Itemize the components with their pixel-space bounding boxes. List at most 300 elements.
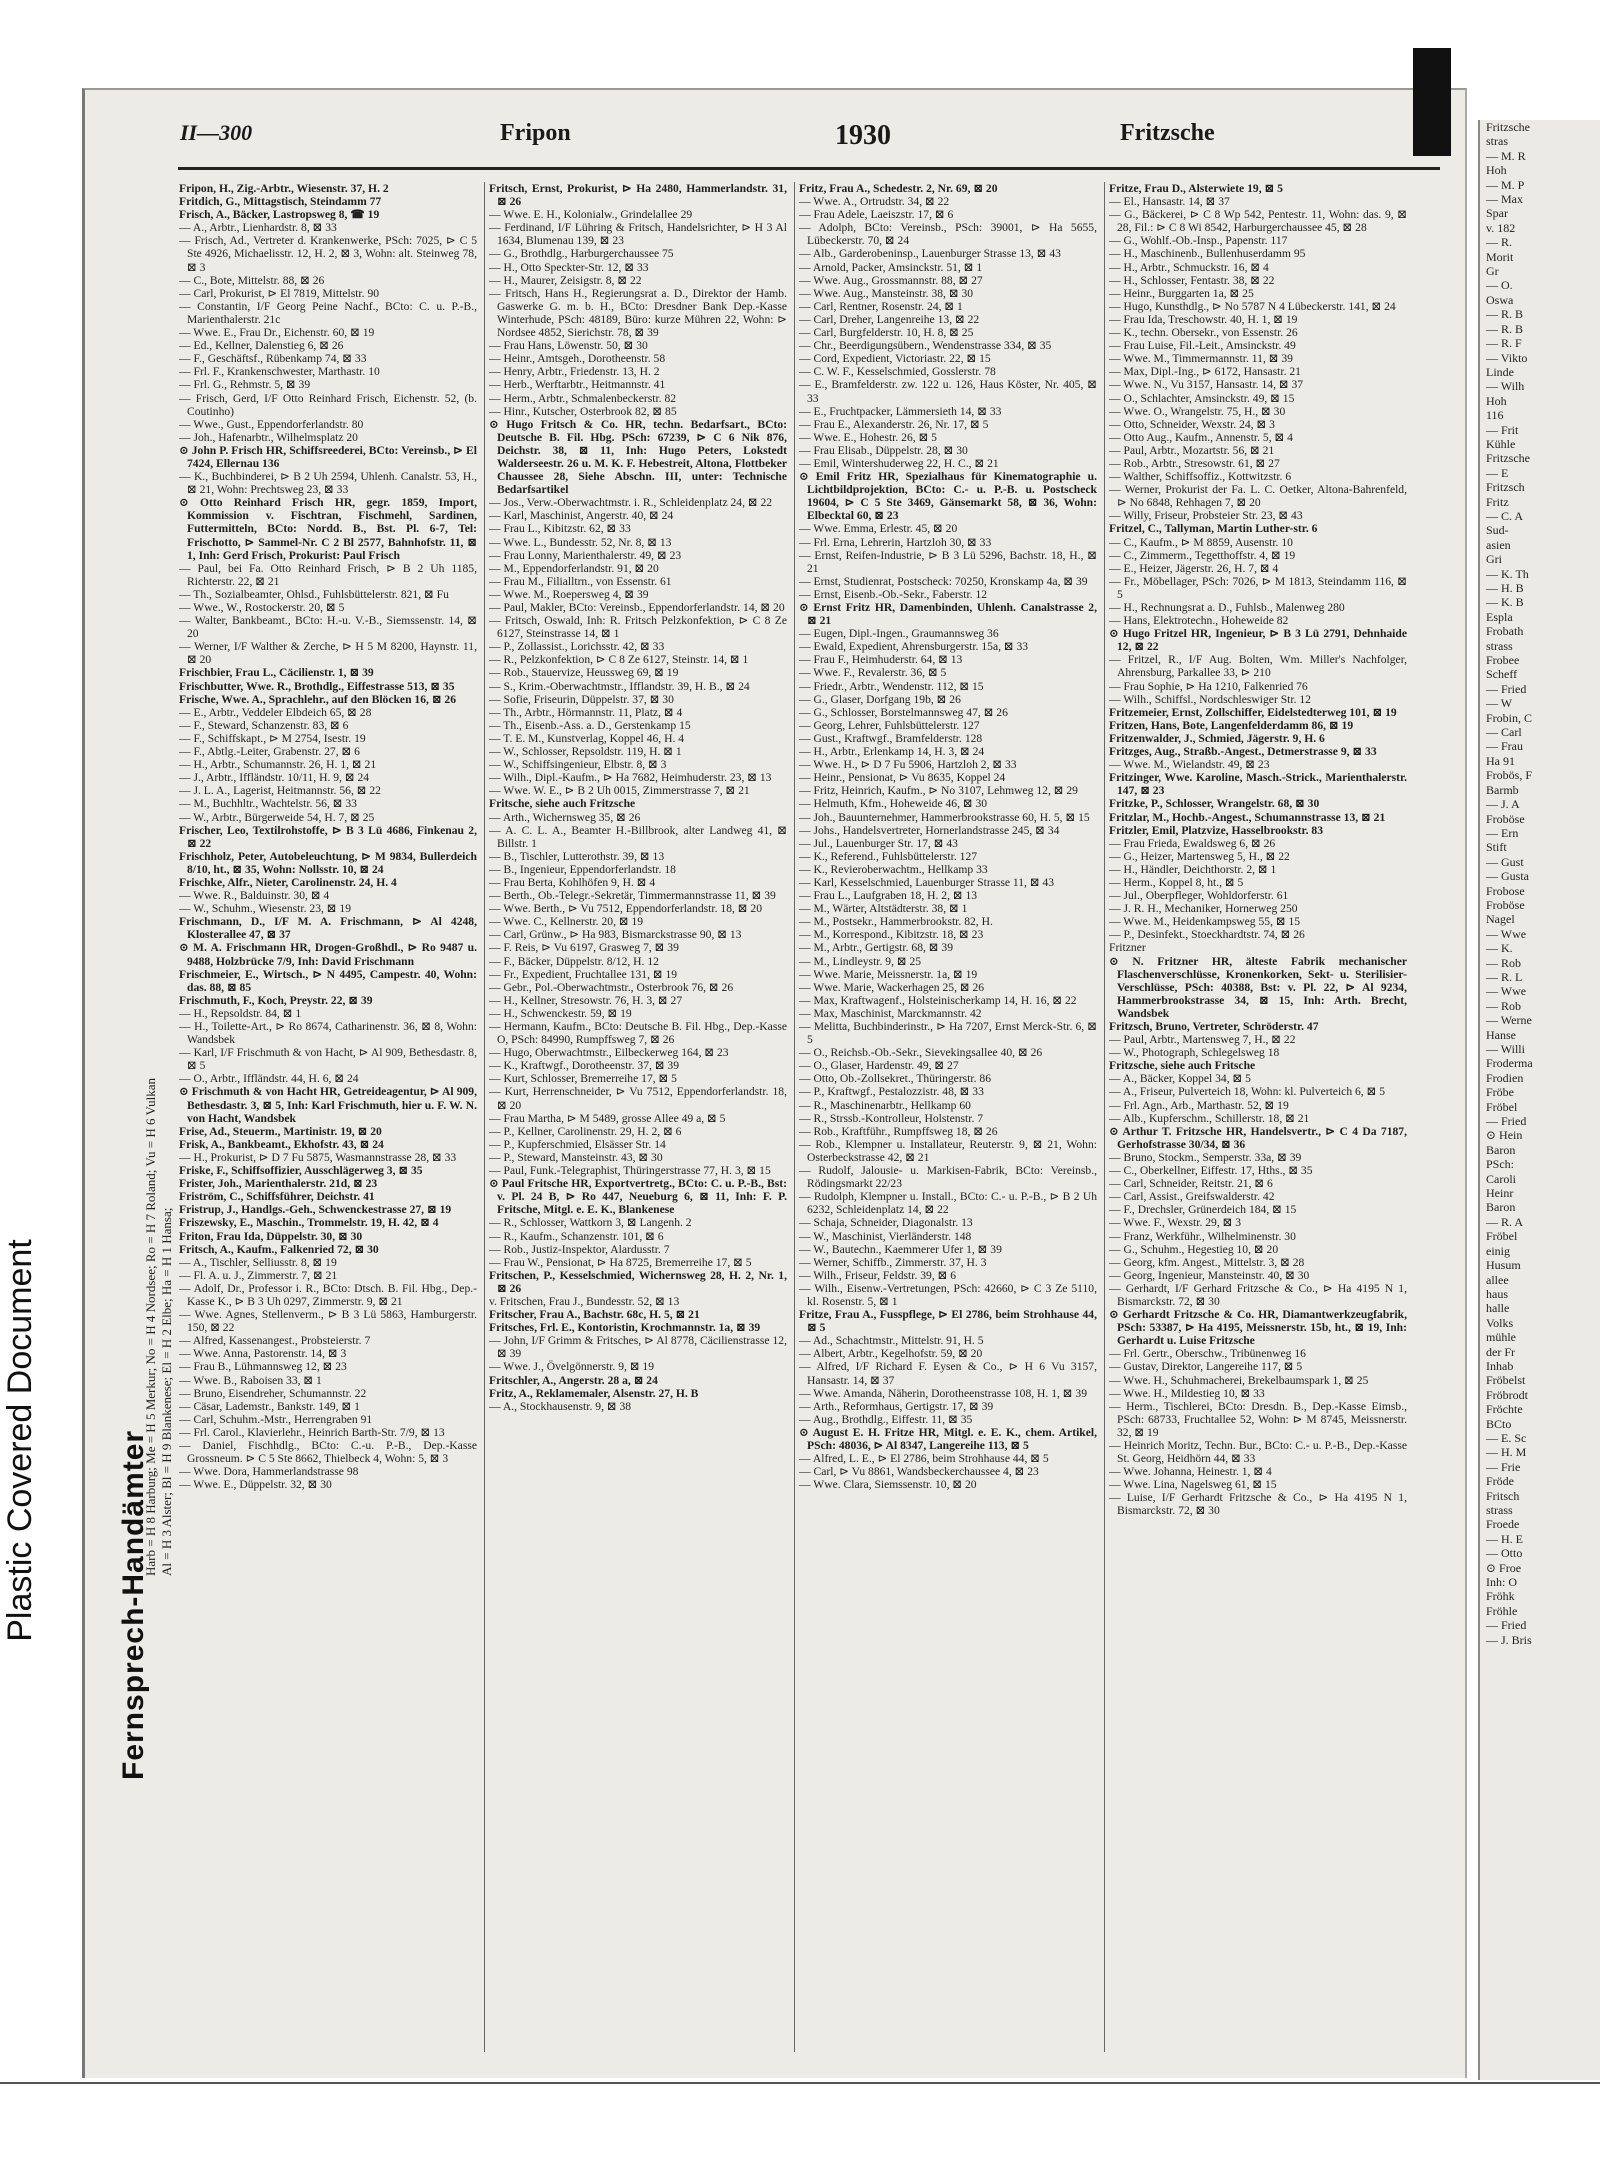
directory-entry: — Wwe. J., Övelgönnerstr. 9, ⊠ 19 <box>489 1360 655 1374</box>
directory-entry: Fritzges, Aug., Straßb.-Angest., Detmerstrasse 9, ⊠ 33 <box>1109 745 1377 759</box>
adjacent-page-fragment: — H. B <box>1486 581 1524 595</box>
directory-entry: — Wwe. Marie, Meissnerstr. 1a, ⊠ 19 <box>799 967 978 981</box>
directory-entry: — M., Postsekr., Hammerbrookstr. 82, H. <box>799 915 993 929</box>
directory-entry: — Walter, Bankbeamt., BCto: H.-u. V.-B., Siemssenstr. 14, ⊠ 20 <box>179 614 477 641</box>
directory-entry: — Frau Ida, Treschowstr. 40, H. 1, ⊠ 19 <box>1109 312 1298 326</box>
directory-entry: — T. E. M., Kunstverlag, Koppel 46, H. 4 <box>489 731 685 745</box>
directory-entry: — Wwe., W., Rostockerstr. 20, ⊠ 5 <box>179 601 345 614</box>
directory-entry: — Alfred, Kassenangest., Probsteierstr. 7 <box>179 1334 371 1348</box>
directory-entry: — Gust., Kraftwgf., Bramfelderstr. 128 <box>799 731 983 745</box>
directory-entry: — Wwe. Clara, Siemssenstr. 10, ⊠ 20 <box>799 1478 977 1492</box>
directory-entry: — Alb., Garderobeninsp., Lauenburger Strasse 13, ⊠ 43 <box>799 247 1061 261</box>
directory-entry: — Hermann, Kaufm., BCto: Deutsche B. Fil. Hbg., Dep.-Kasse O, PSch: 84990, Rumpffsweg 7, ⊠ 26 <box>489 1020 787 1047</box>
directory-entry: — Jul., Lauenburger Str. 17, ⊠ 43 <box>799 836 958 850</box>
adjacent-page-edge <box>1478 120 1600 2080</box>
directory-entry: — W., Arbtr., Bürgerweide 54, H. 7, ⊠ 25 <box>179 810 375 824</box>
directory-entry: — C., Zimmerm., Tegetthoffstr. 4, ⊠ 19 <box>1109 548 1296 562</box>
directory-entry: — H., Händler, Deichthorstr. 2, ⊠ 1 <box>1109 862 1277 876</box>
directory-entry: — Johs., Handelsvertreter, Hornerlandstrasse 245, ⊠ 34 <box>799 823 1060 837</box>
directory-entry: — Berth., Ob.-Telegr.-Sekretär, Timmermannstrasse 11, ⊠ 39 <box>489 889 776 903</box>
directory-entry: — Frau Frieda, Ewaldsweg 6, ⊠ 26 <box>1109 836 1276 850</box>
directory-entry: — Cäsar, Lademstr., Bankstr. 149, ⊠ 1 <box>179 1399 360 1413</box>
directory-entry: — H., Toilette-Art., ⊳ Ro 8674, Catharinenstr. 36, ⊠ 8, Wohn: Wandsbek <box>179 1020 477 1047</box>
adjacent-page-fragment: Gri <box>1486 552 1502 567</box>
directory-entry: Fripon, H., Zig.-Arbtr., Wiesenstr. 37, H. 2 <box>179 182 389 195</box>
directory-column-1 <box>179 182 477 2052</box>
directory-entry: — H., Arbtr., Schumannstr. 26, H. 1, ⊠ 21 <box>179 758 377 772</box>
adjacent-page-fragment: Fritzsche <box>1486 120 1530 134</box>
margin-label <box>0 1180 40 1700</box>
adjacent-page-fragment: — Otto <box>1486 1546 1523 1561</box>
directory-entry: — Otto Aug., Kaufm., Annenstr. 5, ⊠ 4 <box>1109 430 1293 444</box>
directory-entry: — Carl, ⊳ Vu 8861, Wandsbeckerchaussee 4, ⊠ 23 <box>799 1465 1039 1479</box>
directory-entry: — Frl. Gertr., Oberschw., Tribünenweg 16 <box>1109 1347 1306 1361</box>
directory-entry: — Wwe. F., Revalerstr. 36, ⊠ 5 <box>799 666 947 680</box>
adjacent-page-fragment: Husum <box>1486 1258 1521 1273</box>
adjacent-page-fragment: — O. <box>1486 278 1513 293</box>
directory-entry: — Friedr., Arbtr., Wendenstr. 112, ⊠ 15 <box>799 679 984 693</box>
adjacent-page-fragment: Hanse <box>1486 1027 1516 1042</box>
adjacent-page-fragment: Fritsch <box>1486 1488 1520 1503</box>
adjacent-page-fragment: — R. L <box>1486 969 1523 984</box>
directory-entry: — Alfred, I/F Richard F. Eysen & Co., ⊳ H 6 Vu 3157, Hansastr. 14, ⊠ 37 <box>799 1360 1097 1387</box>
directory-entry: — A., Tischler, Selliusstr. 8, ⊠ 19 <box>179 1255 337 1269</box>
adjacent-page-fragment: Frobath <box>1486 624 1524 639</box>
directory-entry: — Herm., Koppel 8, ht., ⊠ 5 <box>1109 875 1244 889</box>
adjacent-page-fragment: — Fried <box>1486 681 1527 696</box>
directory-entry: — W., Schiffsingenieur, Elbstr. 8, ⊠ 3 <box>489 758 667 772</box>
header-rule <box>178 167 1440 170</box>
directory-entry: — Joh., Hafenarbtr., Wilhelmsplatz 20 <box>179 430 358 444</box>
adjacent-page-fragment: Frobin, C <box>1486 710 1533 725</box>
directory-entry: — R., Kaufm., Schanzenstr. 101, ⊠ 6 <box>489 1229 664 1243</box>
directory-entry: — Frisch, Gerd, I/F Otto Reinhard Frisch, Eichenstr. 52, (b. Coutinho) <box>179 391 477 418</box>
directory-entry: ⊙ Otto Reinhard Frisch HR, gegr. 1859, Import, Kommission v. Fischtran, Fischmehl, Sardinen, Futtermitteln, BCto: Nordd. B., Bst. Pl. 6-7, Tel: Frischotto, ⊳ Sammel-Nr. C 2 Bl 2577, Bahnhofstr. 11, ⊠ 1, Inh: Gerd Frisch, Prokurist: Paul Frisch <box>179 496 477 562</box>
directory-entry: Friström, C., Schiffsführer, Deichstr. 41 <box>179 1190 375 1204</box>
directory-entry: Fritdich, G., Mittagstisch, Steindamm 77 <box>179 195 382 209</box>
directory-entry: — M., Arbtr., Gertigstr. 68, ⊠ 39 <box>799 941 953 955</box>
directory-entry: — Wilh., Schiffsl., Nordschleswiger Str. 12 <box>1109 692 1311 706</box>
directory-entry: v. Fritschen, Frau J., Bundesstr. 52, ⊠ 13 <box>489 1294 680 1308</box>
directory-entry: — Fl. A. u. J., Zimmerstr. 7, ⊠ 21 <box>179 1268 338 1282</box>
directory-entry: Frischke, Alfr., Nieter, Carolinenstr. 24, H. 4 <box>179 875 397 889</box>
directory-entry: — Hans, Elektrotechn., Hoheweide 82 <box>1109 614 1289 628</box>
directory-entry: — M., Wärter, Altstädterstr. 38, ⊠ 1 <box>799 902 968 916</box>
directory-entry: — H., Maurer, Zeisigstr. 8, ⊠ 22 <box>489 273 642 287</box>
directory-entry: — Wwe. Anna, Pastorenstr. 14, ⊠ 3 <box>179 1347 347 1361</box>
directory-entry: Fritzlar, M., Hochb.-Angest., Schumannstrasse 13, ⊠ 21 <box>1109 810 1386 824</box>
adjacent-page-fragment: — K. Th <box>1486 566 1529 581</box>
directory-entry: — P., Desinfekt., Stoeckhardtstr. 74, ⊠ 26 <box>1109 928 1305 942</box>
directory-entry: — M., Korrespond., Kibitzstr. 18, ⊠ 23 <box>799 928 984 942</box>
directory-entry: Fritsch, A., Kaufm., Falkenried 72, ⊠ 30 <box>179 1242 379 1256</box>
directory-entry: — Ewald, Expedient, Ahrensburgerstr. 15a, ⊠ 33 <box>799 640 1029 654</box>
adjacent-page-fragment: Fröhle <box>1486 1603 1518 1618</box>
directory-entry: — W., Schuhm., Wiesenstr. 23, ⊠ 19 <box>179 902 351 916</box>
directory-entry: — Sofie, Friseurin, Düppelstr. 37, ⊠ 30 <box>489 692 674 706</box>
directory-entry: — F., Steward, Schanzenstr. 83, ⊠ 6 <box>179 718 349 732</box>
adjacent-page-fragment: Frobee <box>1486 653 1520 668</box>
directory-entry: ⊙ August E. H. Fritze HR, Mitgl. e. E. K., chem. Artikel, PSch: 48036, ⊳ Al 8347, Langereihe 113, ⊠ 5 <box>799 1425 1097 1452</box>
header-year: 1930 <box>835 120 891 151</box>
directory-entry: — Gebr., Pol.-Oberwachtmstr., Osterbrook 76, ⊠ 26 <box>489 980 734 994</box>
directory-entry: — Constantin, I/F Georg Peine Nachf., BCto: C. u. P.-B., Marienthalerstr. 21c <box>179 299 477 326</box>
adjacent-page-fragment: Fröbel <box>1486 1099 1518 1114</box>
directory-entry: — Max, Maschinist, Marckmannstr. 42 <box>799 1006 982 1020</box>
directory-entry: — Paul, Makler, BCto: Vereinsb., Eppendorferlandstr. 14, ⊠ 20 <box>489 601 785 614</box>
adjacent-page-fragment: strass <box>1486 638 1513 653</box>
directory-entry: — Werner, Schiffb., Zimmerstr. 37, H. 3 <box>799 1255 987 1269</box>
adjacent-page-fragment: — W <box>1486 696 1513 711</box>
directory-entry: — G., Wohlf.-Ob.-Insp., Papenstr. 117 <box>1109 234 1288 248</box>
directory-entry: — Fritzel, R., I/F Aug. Bolten, Wm. Miller's Nachfolger, Ahrensburg, Parkallee 33, ⊳ 210 <box>1109 653 1407 680</box>
directory-entry: — Fr., Möbellager, PSch: 7026, ⊳ M 1813, Steindamm 116, ⊠ 5 <box>1109 574 1407 601</box>
directory-entry: — K., Kraftwgf., Dorotheenstr. 37, ⊠ 39 <box>489 1059 680 1073</box>
adjacent-page-fragment: — R. A <box>1486 1214 1524 1229</box>
directory-entry: — Bruno, Eisendreher, Schumannstr. 22 <box>179 1386 367 1400</box>
directory-entry: Frischer, Leo, Textilrohstoffe, ⊳ B 3 Lü 4686, Finkenau 2, ⊠ 22 <box>179 823 477 850</box>
directory-entry: — B., Ingenieur, Eppendorferlandstr. 18 <box>489 862 676 876</box>
adjacent-page-fragment: — M. P <box>1486 177 1525 192</box>
directory-entry: — El., Hansastr. 14, ⊠ 37 <box>1109 195 1230 209</box>
directory-entry: — P., Kupferschmied, Elsässer Str. 14 <box>489 1137 666 1151</box>
directory-entry: — Wwe. O., Wrangelstr. 75, H., ⊠ 30 <box>1109 404 1286 418</box>
adjacent-page-fragment: Frodien <box>1486 1070 1524 1085</box>
directory-entry: — E., Fruchtpacker, Lämmersieth 14, ⊠ 33 <box>799 404 1002 418</box>
directory-entry: — J., Arbtr., Iffländstr. 10/11, H. 9, ⊠ 24 <box>179 771 370 785</box>
directory-entry: — Frau L., Laufgraben 18, H. 2, ⊠ 13 <box>799 889 978 903</box>
directory-entry: Fritzler, Emil, Platzvize, Hasselbrookstr. 83 <box>1109 823 1324 837</box>
directory-entry: — Wwe. Johanna, Heinestr. 1, ⊠ 4 <box>1109 1465 1272 1479</box>
directory-entry: — K., Referend., Fuhlsbüttelerstr. 127 <box>799 849 978 863</box>
directory-entry: — Frau Luise, Fil.-Leit., Amsinckstr. 49 <box>1109 339 1296 353</box>
directory-entry: — Wwe. M., Wielandstr. 49, ⊠ 23 <box>1109 758 1270 772</box>
adjacent-page-fragment: Oswa <box>1486 292 1514 307</box>
adjacent-page-fragment: der Fr <box>1486 1344 1515 1359</box>
directory-entry: — Th., Sozialbeamter, Ohlsd., Fuhlsbüttelerstr. 821, ⊠ Fu <box>179 587 449 601</box>
directory-entry: — S., Krim.-Oberwachtmstr., Ifflandstr. 39, H. B., ⊠ 24 <box>489 679 750 693</box>
directory-entry: ⊙ Frischmuth & von Hacht HR, Getreideagentur, ⊳ Al 909, Bethesdastr. 3, ⊠ 5, Inh: Karl Frischmuth, hier u. F. W. N. von Hacht, Wandsbek <box>179 1085 477 1125</box>
directory-entry: Friszewsky, E., Maschin., Trommelstr. 19, H. 42, ⊠ 4 <box>179 1216 439 1230</box>
directory-entry: — Alb., Kupferschm., Schillerstr. 18, ⊠ 21 <box>1109 1111 1310 1125</box>
directory-entry: — Wwe. A., Ortrudstr. 34, ⊠ 22 <box>799 195 950 209</box>
directory-entry: Frisch, A., Bäcker, Lastropsweg 8, ☎ 19 <box>179 208 380 222</box>
directory-entry: — Wwe. L., Bundesstr. 52, Nr. 8, ⊠ 13 <box>489 535 672 549</box>
directory-entry: — Rob., Arbtr., Stresowstr. 61, ⊠ 27 <box>1109 456 1280 470</box>
directory-entry: — Paul, Arbtr., Mozartstr. 56, ⊠ 21 <box>1109 443 1275 457</box>
adjacent-page-fragment: — C. A <box>1486 508 1524 523</box>
directory-entry: — R., Schlosser, Wattkorn 3, ⊠ Langenh. 2 <box>489 1216 692 1230</box>
directory-entry: — Wwe. E., Frau Dr., Eichenstr. 60, ⊠ 19 <box>179 326 375 340</box>
directory-entry: — W., Schlosser, Repsoldstr. 119, H. ⊠ 1 <box>489 745 682 759</box>
directory-entry: — Fritsch, Oswald, Inh: R. Fritsch Pelzkonfektion, ⊳ C 8 Ze 6127, Steinstrasse 14, ⊠ 1 <box>489 614 787 641</box>
directory-entry: Fritsch, Ernst, Prokurist, ⊳ Ha 2480, Hammerlandstr. 31, ⊠ 26 <box>489 182 787 209</box>
directory-entry: — Walther, Schiffsoffiz., Kottwitzstr. 6 <box>1109 470 1292 484</box>
adjacent-page-fragment: — R. B <box>1486 307 1524 322</box>
directory-entry: — H., Rechnungsrat a. D., Fuhlsb., Malenweg 280 <box>1109 601 1345 614</box>
directory-entry: — Carl, Prokurist, ⊳ El 7819, Mittelstr. 90 <box>179 286 380 300</box>
directory-entry: — Otto, Ob.-Zollsekret., Thüringerstr. 86 <box>799 1072 992 1086</box>
directory-entry: — Karl, Kesselschmied, Lauenburger Strasse 11, ⊠ 43 <box>799 875 1055 889</box>
directory-entry: — Carl, Schneider, Reitstr. 21, ⊠ 6 <box>1109 1177 1273 1191</box>
directory-entry: — Werner, I/F Walther & Zerche, ⊳ H 5 M 8200, Haynstr. 11, ⊠ 20 <box>179 640 477 667</box>
directory-entry: Fritzen, Hans, Bote, Langenfelderdamm 86, ⊠ 19 <box>1109 718 1354 732</box>
header-right-word: Fritzsche <box>1120 120 1215 146</box>
adjacent-page-fragment: Frobös, F <box>1486 768 1533 783</box>
directory-entry: — Georg, Ingenieur, Mansteinstr. 40, ⊠ 30 <box>1109 1268 1310 1282</box>
adjacent-page-fragment: Fröbel <box>1486 1229 1518 1244</box>
adjacent-page-fragment: Linde <box>1486 364 1514 379</box>
directory-entry: — Frau F., Heimhuderstr. 64, ⊠ 13 <box>799 653 963 667</box>
adjacent-page-fragment: — R. F <box>1486 336 1522 351</box>
directory-entry: — Frau B., Lühmannsweg 12, ⊠ 23 <box>179 1360 347 1374</box>
column-divider <box>1104 182 1105 2052</box>
directory-entry: — Wwe. H., Mildestieg 10, ⊠ 33 <box>1109 1386 1265 1400</box>
directory-entry: — J. R. H., Mechaniker, Hornerweg 250 <box>1109 902 1298 916</box>
directory-entry: — H., Arbtr., Erlenkamp 14, H. 3, ⊠ 24 <box>799 745 985 759</box>
directory-entry: — F. Reis, ⊳ Vu 6197, Grasweg 7, ⊠ 39 <box>489 941 679 955</box>
adjacent-page-fragment: Fritzsch <box>1486 480 1525 495</box>
adjacent-page-fragment: stras <box>1486 134 1508 149</box>
directory-entry: — Wwe. W. E., ⊳ B 2 Uh 0015, Zimmerstrasse 7, ⊠ 21 <box>489 784 750 798</box>
directory-entry: ⊙ N. Fritzner HR, älteste Fabrik mechanischer Flaschenverschlüsse, Kronenkorken, Sekt- u. Sterilisier-Verschlüsse, PSch: 40388, Bst: v. Pl. 22, ⊳ Al 9234, Hammerbrookstrasse 34, ⊠ 15, Inh: Arth. Brecht, Wandsbek <box>1109 954 1407 1020</box>
adjacent-page-fragment: Fröchte <box>1486 1402 1523 1417</box>
directory-entry: — P., Zollassist., Lorichsstr. 42, ⊠ 33 <box>489 640 665 654</box>
directory-entry: — Ernst, Reifen-Industrie, ⊳ B 3 Lü 5296, Bachstr. 18, H., ⊠ 21 <box>799 548 1097 575</box>
banner-line-2: Al = H 3 Alster; Bl = H 9 Blankenese; El = H 2 Elbe; Ha = H 1 Hansa; <box>159 1207 174 1576</box>
directory-entry: — Wwe. N., Vu 3157, Hansastr. 14, ⊠ 37 <box>1109 378 1304 392</box>
directory-entry: — G., Schuhm., Hegestieg 10, ⊠ 20 <box>1109 1242 1279 1256</box>
directory-column-2 <box>489 182 787 2052</box>
directory-entry: — Frau Sophie, ⊳ Ha 1210, Falkenried 76 <box>1109 679 1308 693</box>
directory-entry: — Frl. Agn., Arb., Marthastr. 52, ⊠ 19 <box>1109 1098 1289 1112</box>
directory-entry: — Melitta, Buchbinderinstr., ⊳ Ha 7207, Ernst Merck-Str. 6, ⊠ 5 <box>799 1020 1097 1047</box>
adjacent-page-fragment: Froböse <box>1486 897 1525 912</box>
directory-entry: — Ernst, Studienrat, Postscheck: 70250, Kronskamp 4a, ⊠ 39 <box>799 574 1088 588</box>
directory-entry: — A., Arbtr., Lienhardstr. 8, ⊠ 33 <box>179 221 337 235</box>
directory-entry: — Ad., Schachtmstr., Mittelstr. 91, H. 5 <box>799 1334 984 1348</box>
adjacent-page-fragment: Ha 91 <box>1486 753 1515 768</box>
directory-entry: Fritzenwalder, J., Schmied, Jägerstr. 9, H. 6 <box>1109 731 1325 745</box>
directory-column-4 <box>1109 182 1407 2052</box>
directory-entry: ⊙ Ernst Fritz HR, Damenbinden, Uhlenh. Canalstrasse 2, ⊠ 21 <box>799 601 1097 628</box>
adjacent-page-fragment: allee <box>1486 1272 1509 1287</box>
directory-entry: Fritsches, Frl. E., Kontoristin, Krochmannstr. 1a, ⊠ 39 <box>489 1321 761 1335</box>
directory-entry: — Frau M., Filialltrn., von Essenstr. 61 <box>489 574 672 588</box>
adjacent-page-fragment: Froderma <box>1486 1056 1533 1071</box>
adjacent-page-fragment: — R. B <box>1486 321 1524 336</box>
adjacent-page-fragment: — Rob <box>1486 955 1522 970</box>
adjacent-page-fragment: Fröbelst <box>1486 1373 1526 1388</box>
adjacent-page-fragment: Heinr <box>1486 1186 1514 1201</box>
directory-entry: — E., Heizer, Jägerstr. 26, H. 7, ⊠ 4 <box>1109 561 1279 575</box>
directory-entry: — W., Bautechn., Kaemmerer Ufer 1, ⊠ 39 <box>799 1242 1002 1256</box>
directory-entry: — Frl. Carol., Klavierlehr., Heinrich Barth-Str. 7/9, ⊠ 13 <box>179 1425 445 1439</box>
directory-entry: Fritzsch, Bruno, Vertreter, Schröderstr. 47 <box>1109 1020 1319 1033</box>
directory-entry: ⊙ Arthur T. Fritzsche HR, Handelsvertr., ⊳ C 4 Da 7187, Gerhofstrasse 30/34, ⊠ 36 <box>1109 1124 1407 1151</box>
directory-entry: — G., Heizer, Martensweg 5, H., ⊠ 22 <box>1109 849 1290 863</box>
directory-entry: — Hugo, Kunsthdlg., ⊳ No 5787 N 4 Lübeckerstr. 141, ⊠ 24 <box>1109 299 1396 313</box>
directory-entry: Frischbier, Frau L., Cäcilienstr. 1, ⊠ 39 <box>179 666 374 680</box>
directory-entry: — H., Prokurist, ⊳ D 7 Fu 5875, Wasmannstrasse 28, ⊠ 33 <box>179 1150 457 1164</box>
directory-entry: Frischholz, Peter, Autobeleuchtung, ⊳ M 9834, Bullerdeich 8/10, ht., ⊠ 35, Wohn: Nollsstr. 10, ⊠ 24 <box>179 849 477 876</box>
directory-entry: — A., Bäcker, Koppel 34, ⊠ 5 <box>1109 1072 1251 1086</box>
directory-entry: — H., Arbtr., Schmuckstr. 16, ⊠ 4 <box>1109 260 1269 274</box>
directory-entry: — M., Lindleystr. 9, ⊠ 25 <box>799 954 922 968</box>
adjacent-page-fragment: Froböse <box>1486 811 1525 826</box>
directory-entry: — G., Glaser, Dorfgang 19b, ⊠ 26 <box>799 692 961 706</box>
adjacent-page-fragment: — K. <box>1486 941 1513 956</box>
directory-entry: — Gustav, Direktor, Langereihe 117, ⊠ 5 <box>1109 1360 1303 1374</box>
directory-entry: — Luise, I/F Gerhardt Fritzsche & Co., ⊳ Ha 4195 N 1, Bismarckstr. 72, ⊠ 30 <box>1109 1491 1407 1518</box>
directory-entry: — Wwe. Agnes, Stellenverm., ⊳ B 3 Lü 5863, Hamburgerstr. 150, ⊠ 22 <box>179 1308 477 1335</box>
adjacent-page-fragment: Nagel <box>1486 912 1515 927</box>
adjacent-page-fragment: — Wilh <box>1486 379 1525 394</box>
directory-entry: — Gerhardt, I/F Gerhard Fritzsche & Co., ⊳ Ha 4195 N 1, Bismarckstr. 72, ⊠ 30 <box>1109 1281 1407 1308</box>
directory-entry: — J. L. A., Lagerist, Heitmannstr. 56, ⊠ 22 <box>179 784 381 798</box>
adjacent-page-fragment: — E <box>1486 465 1509 480</box>
directory-entry: — Max, Kraftwagenf., Holsteinischerkamp 14, H. 16, ⊠ 22 <box>799 993 1077 1007</box>
directory-entry: — Helmuth, Kfm., Hoheweide 46, ⊠ 30 <box>799 797 988 811</box>
directory-entry: — H., Schwenckestr. 59, ⊠ 19 <box>489 1006 632 1020</box>
directory-entry: Fritzsche, siehe auch Fritsche <box>1109 1059 1256 1073</box>
adjacent-page-fragment: — Frit <box>1486 422 1519 437</box>
directory-entry: Fritsche, siehe auch Fritzsche <box>489 797 636 811</box>
directory-entry: Fristrup, J., Handlgs.-Geh., Schwenckestrasse 27, ⊠ 19 <box>179 1203 452 1217</box>
adjacent-page-fragment: — Fried <box>1486 1114 1527 1129</box>
directory-entry: — Wwe. H., Schuhmacherei, Brekelbaumspark 1, ⊠ 25 <box>1109 1373 1369 1387</box>
directory-entry: — Max, Dipl.-Ing., ⊳ 6172, Hansastr. 21 <box>1109 365 1301 379</box>
directory-entry: — Rudolph, Klempner u. Install., BCto: C.- u. P.-B., ⊳ B 2 Uh 6232, Schleidenplatz 14, ⊠ 22 <box>799 1190 1097 1217</box>
directory-entry: — Kurt, Herrenschneider, ⊳ Vu 7512, Eppendorferlandstr. 18, ⊠ 20 <box>489 1085 787 1112</box>
directory-entry: — Wwe. Lina, Nagelsweg 61, ⊠ 15 <box>1109 1478 1277 1492</box>
adjacent-page-fragment: — H. E <box>1486 1531 1523 1546</box>
directory-entry: — Paul, Funk.-Telegraphist, Thüringerstrasse 77, H. 3, ⊠ 15 <box>489 1164 771 1178</box>
directory-entry: — Frau Berta, Kohlhöfen 9, H. ⊠ 4 <box>489 875 656 889</box>
directory-entry: — Wwe. Aug., Grossmannstr. 88, ⊠ 27 <box>799 273 983 287</box>
directory-entry: ⊙ Hugo Fritzel HR, Ingenieur, ⊳ B 3 Lü 2791, Dehnhaide 12, ⊠ 22 <box>1109 627 1407 654</box>
directory-entry: — Bruno, Stockm., Semperstr. 33a, ⊠ 39 <box>1109 1150 1302 1164</box>
directory-entry: — Wwe. M., Heidenkampsweg 55, ⊠ 15 <box>1109 915 1301 929</box>
directory-entry: — Herm., Tischlerei, BCto: Dresdn. B., Dep.-Kasse Eimsb., PSch: 68733, Fruchtallee 52, Wohn: ⊳ M 8745, Meissnerstr. 32, ⊠ 19 <box>1109 1399 1407 1439</box>
directory-entry: Frischmuth, F., Koch, Preystr. 22, ⊠ 39 <box>179 993 373 1007</box>
directory-entry: — H., Kellner, Stresowstr. 76, H. 3, ⊠ 27 <box>489 993 683 1007</box>
directory-entry: Fritz, A., Reklamemaler, Alsenstr. 27, H. B <box>489 1386 699 1400</box>
directory-entry: — R., Strssb.-Kontrolleur, Holstenstr. 7 <box>799 1111 984 1125</box>
adjacent-page-fragment: halle <box>1486 1301 1510 1316</box>
adjacent-page-fragment: Spar <box>1486 206 1508 221</box>
directory-entry: — Frau Elisab., Düppelstr. 28, ⊠ 30 <box>799 443 968 457</box>
directory-entry: Fritzemeier, Ernst, Zollschiffer, Eidelstedterweg 101, ⊠ 19 <box>1109 705 1397 719</box>
directory-entry: — Th., Arbtr., Hörmannstr. 11, Platz, ⊠ 4 <box>489 705 683 719</box>
adjacent-page-fragment: Fröde <box>1486 1474 1514 1489</box>
directory-entry: — O., Arbtr., Iffländstr. 44, H. 6, ⊠ 24 <box>179 1072 359 1086</box>
directory-entry: — Wwe. Berth., ⊳ Vu 7512, Eppendorferlandstr. 18, ⊠ 20 <box>489 902 763 916</box>
adjacent-page-fragment: — Frau <box>1486 739 1523 754</box>
adjacent-page-fragment: PSch: <box>1486 1157 1515 1172</box>
adjacent-page-fragment: Sud- <box>1486 523 1509 538</box>
directory-entry: — R., Maschinenarbtr., Hellkamp 60 <box>799 1098 971 1112</box>
directory-entry: — W., Photograph, Schlegelsweg 18 <box>1109 1046 1280 1060</box>
directory-entry: ⊙ Paul Fritsche HR, Exportvertretg., BCto: C. u. P.-B., Bst: v. Pl. 24 B, ⊳ Ro 447, Neueburg 6, ⊠ 11, Inh: F. P. Fritsche, Mitgl. e. E. K., Blankenese <box>489 1177 787 1217</box>
adjacent-page-fragment: 116 <box>1486 408 1504 423</box>
directory-entry: — E., Bramfelderstr. zw. 122 u. 126, Haus Köster, Nr. 405, ⊠ 33 <box>799 378 1097 405</box>
adjacent-page-fragment: Kühle <box>1486 436 1516 451</box>
adjacent-page-fragment: — E. Sc <box>1486 1430 1527 1445</box>
directory-entry: — Frau Lonny, Marienthalerstr. 49, ⊠ 23 <box>489 548 682 562</box>
adjacent-page-fragment: — Ern <box>1486 825 1519 840</box>
directory-entry: — R., Pelzkonfektion, ⊳ C 8 Ze 6127, Steinstr. 14, ⊠ 1 <box>489 653 749 667</box>
directory-entry: — B., Tischler, Lutterothstr. 39, ⊠ 13 <box>489 849 665 863</box>
directory-entry: — Joh., Bauunternehmer, Hammerbrookstrasse 60, H. 5, ⊠ 15 <box>799 810 1090 824</box>
directory-entry: — Wwe. Dora, Hammerlandstrasse 98 <box>179 1465 359 1479</box>
adjacent-page-fragment: Froede <box>1486 1517 1520 1532</box>
adjacent-page-fragment: — Wwe <box>1486 984 1527 999</box>
directory-entry: — Th., Eisenb.-Ass. a. D., Gerstenkamp 15 <box>489 718 691 732</box>
directory-entry: — Carl, Rentner, Rosenstr. 24, ⊠ 1 <box>799 299 963 313</box>
adjacent-page-fragment: Espla <box>1486 609 1513 624</box>
adjacent-page-fragment: einig <box>1486 1243 1510 1258</box>
directory-entry: — Fr., Expedient, Fruchtallee 131, ⊠ 19 <box>489 967 678 981</box>
directory-entry: — H., Schlosser, Fentastr. 38, ⊠ 22 <box>1109 273 1275 287</box>
directory-entry: — Wwe. Emma, Erlestr. 45, ⊠ 20 <box>799 522 958 536</box>
directory-column-3 <box>799 182 1097 2052</box>
directory-entry: — Wwe. E., Düppelstr. 32, ⊠ 30 <box>179 1478 332 1492</box>
adjacent-page-fragment: Hoh <box>1486 163 1507 178</box>
directory-entry: — W., Maschinist, Vierländerstr. 148 <box>799 1229 972 1243</box>
directory-entry: — Jul., Oberpfleger, Wohldorferstr. 61 <box>1109 889 1289 903</box>
adjacent-page-fragment: strass <box>1486 1503 1513 1517</box>
adjacent-page-fragment: Caroli <box>1486 1171 1516 1186</box>
running-head <box>180 120 1430 160</box>
adjacent-page-fragment: — Carl <box>1486 725 1522 740</box>
directory-entry: — Wwe. Aug., Mansteinstr. 38, ⊠ 30 <box>799 286 974 300</box>
adjacent-page-fragment: mühle <box>1486 1330 1516 1345</box>
adjacent-page-fragment: — Vikto <box>1486 350 1528 365</box>
directory-entry: — Heinr., Burggarten 1a, ⊠ 25 <box>1109 286 1254 300</box>
adjacent-page-fragment: — H. M <box>1486 1445 1527 1460</box>
directory-entry: — Heinr., Amtsgeh., Dorotheenstr. 58 <box>489 352 666 366</box>
directory-entry: Friton, Frau Ida, Düppelstr. 30, ⊠ 30 <box>179 1229 363 1243</box>
directory-entry: — Arth., Reformhaus, Gertigstr. 17, ⊠ 39 <box>799 1399 994 1413</box>
adjacent-page-fragment: haus <box>1486 1286 1508 1301</box>
directory-entry: ⊙ Emil Fritz HR, Spezialhaus für Kinematographie u. Lichtbildprojektion, BCto: C.- u. P.-B. u. Postscheck 19604, ⊳ C 5 Ste 3469, Gänsemarkt 58, ⊠ 36, Wohn: Elbecktal 60, ⊠ 23 <box>799 470 1097 523</box>
directory-entry: — Frl. F., Krankenschwester, Marthastr. 10 <box>179 365 380 379</box>
directory-entry: — Karl, Maschinist, Angerstr. 40, ⊠ 24 <box>489 509 674 523</box>
directory-entry: — G., Bäckerei, ⊳ C 8 Wp 542, Pentestr. 11, Wohn: das. 9, ⊠ 28, Fil.: ⊳ C 8 Wi 8542, Harburgerchaussee 45, ⊠ 28 <box>1109 208 1407 235</box>
directory-entry: — Carl, Burgfelderstr. 10, H. 8, ⊠ 25 <box>799 326 974 340</box>
directory-entry: — Kurt, Schlosser, Bremerreihe 17, ⊠ 5 <box>489 1072 677 1086</box>
directory-entry: — K., Buchbinderei, ⊳ B 2 Uh 2594, Uhlenh. Canalstr. 53, H., ⊠ 21, Wohn: Prechtsweg 23, ⊠ 33 <box>179 470 477 497</box>
directory-entry: — E., Arbtr., Veddeler Elbdeich 65, ⊠ 28 <box>179 705 372 719</box>
page-number: II—300 <box>180 120 253 145</box>
directory-entry: — G., Schlosser, Borstelmannsweg 47, ⊠ 26 <box>799 705 1008 719</box>
black-tab-marker <box>1413 48 1451 156</box>
directory-entry: Fritzel, C., Tallyman, Martin Luther-str. 6 <box>1109 522 1318 536</box>
directory-entry: — Wilh., Friseur, Feldstr. 39, ⊠ 6 <box>799 1268 957 1282</box>
directory-entry: — P., Kellner, Carolinenstr. 29, H. 2, ⊠ 6 <box>489 1124 682 1138</box>
directory-entry: Fritschler, A., Angerstr. 28 a, ⊠ 24 <box>489 1373 658 1387</box>
directory-entry: — M., Eppendorferlandstr. 91, ⊠ 20 <box>489 561 659 575</box>
directory-entry: — Frau W., Pensionat, ⊳ Ha 8725, Bremerreihe 17, ⊠ 5 <box>489 1255 752 1269</box>
directory-entry: — Wwe. Marie, Wackerhagen 25, ⊠ 26 <box>799 980 985 994</box>
directory-entry: — Carl, Dreher, Langenreihe 13, ⊠ 22 <box>799 312 980 326</box>
scanned-page <box>82 88 1467 2078</box>
directory-entry: Fritze, Frau D., Alsterwiete 19, ⊠ 5 <box>1109 182 1283 195</box>
directory-entry: — Wwe. R., Balduinstr. 30, ⊠ 4 <box>179 889 330 903</box>
directory-entry: ⊙ Hugo Fritsch & Co. HR, techn. Bedarfsart., BCto: Deutsche B. Fil. Hbg. PSch: 67239, ⊳ C 6 Nik 876, Deichstr. 38, ⊠ 11, Inh: Hugo Peters, Lokstedt Walderseestr. 26 u. M. K. F. Hebestreit, Altona, Flottbeker Chaussee 28, Siehe Abschn. III, unter: Technische Bedarfsartikel <box>489 417 787 497</box>
directory-entry: — O., Schlachter, Amsinckstr. 49, ⊠ 15 <box>1109 391 1295 405</box>
